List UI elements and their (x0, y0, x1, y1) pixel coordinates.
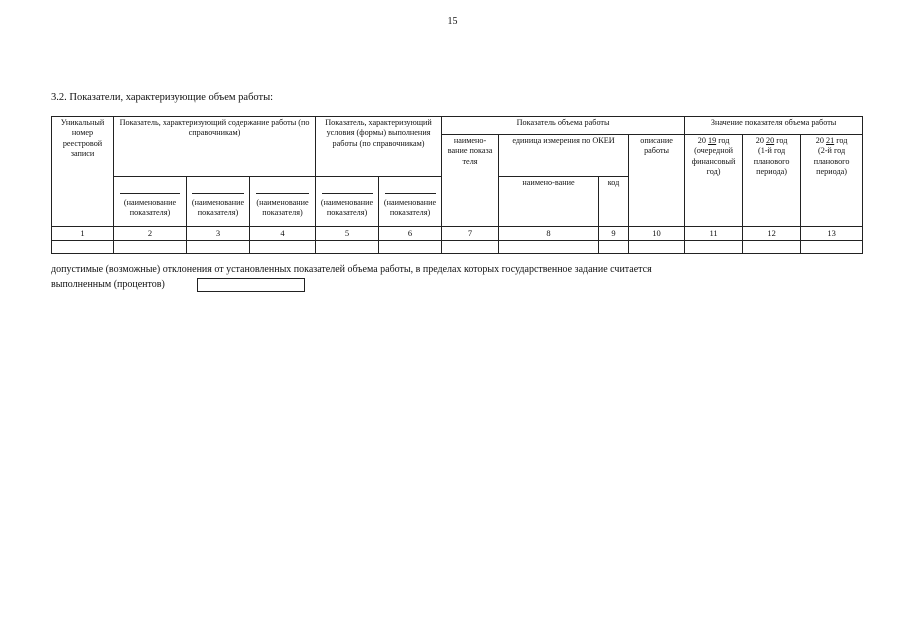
header-conditions-indicator: Показатель, характеризующий условия (формы) выполнения работы (по справочникам) (316, 117, 442, 177)
col-num-8: 8 (499, 227, 599, 241)
fill-line (385, 192, 436, 194)
fill-line (192, 192, 243, 194)
col-num-5: 5 (316, 227, 379, 241)
deviation-text-line1: допустимые (возможные) отклонения от установленных показателей объема работы, в пределах которых государственное задание считается (51, 264, 652, 275)
fill-line (120, 192, 180, 194)
col-num-4: 4 (250, 227, 316, 241)
year3-value: 21 (825, 136, 835, 145)
data-cell-5[interactable] (316, 240, 379, 253)
fill-line (322, 192, 373, 194)
col-num-7: 7 (442, 227, 499, 241)
column-number-row (52, 227, 863, 241)
subheader-text: (наименование показателя) (320, 197, 374, 217)
year2-value: 20 (765, 136, 775, 145)
subheader-condition-2 (379, 177, 442, 227)
year2-prefix: 20 (755, 136, 764, 145)
subheader-text: (наименование показателя) (256, 197, 309, 217)
year2-note: (1-й год планового периода) (753, 146, 790, 176)
subheader-text: (наименование показателя) (383, 197, 437, 217)
data-cell-3[interactable] (187, 240, 250, 253)
data-cell-4[interactable] (250, 240, 316, 253)
header-year-3 (801, 135, 863, 227)
data-cell-12[interactable] (743, 240, 801, 253)
col-num-9: 9 (599, 227, 629, 241)
year1-prefix: 20 (697, 136, 706, 145)
col-num-10: 10 (629, 227, 685, 241)
fill-line (256, 192, 310, 194)
work-volume-table (51, 116, 863, 254)
data-cell-8[interactable] (499, 240, 599, 253)
year3-suffix: год (836, 136, 848, 145)
year2-suffix: год (776, 136, 788, 145)
deviation-block (51, 262, 881, 292)
header-year-2 (743, 135, 801, 227)
col-num-2: 2 (114, 227, 187, 241)
header-unit-code: код (599, 177, 629, 227)
data-cell-11[interactable] (685, 240, 743, 253)
header-unit-okei: единица измерения по ОКЕИ (499, 135, 629, 177)
subheader-content-2 (187, 177, 250, 227)
deviation-text-line2: выполненным (процентов) (51, 279, 165, 290)
col-num-13: 13 (801, 227, 863, 241)
subheader-text: (наименование показателя) (123, 197, 177, 217)
page-number: 15 (447, 16, 458, 27)
section-title: 3.2. Показатели, характеризующие объем работы: (51, 92, 274, 103)
subheader-content-1 (114, 177, 187, 227)
header-work-description: описание работы (629, 135, 685, 227)
header-content-indicator: Показатель, характеризующий содержание работы (по справочникам) (114, 117, 316, 177)
col-num-11: 11 (685, 227, 743, 241)
subheader-text: (наименование показателя) (191, 197, 245, 217)
year3-note: (2-й год планового периода) (813, 146, 850, 176)
col-num-3: 3 (187, 227, 250, 241)
data-cell-13[interactable] (801, 240, 863, 253)
header-year-1 (685, 135, 743, 227)
subheader-condition-1 (316, 177, 379, 227)
data-cell-6[interactable] (379, 240, 442, 253)
data-cell-1[interactable] (52, 240, 114, 253)
col-num-12: 12 (743, 227, 801, 241)
deviation-percent-box[interactable] (197, 278, 305, 292)
data-cell-10[interactable] (629, 240, 685, 253)
data-cell-2[interactable] (114, 240, 187, 253)
deviation-line2 (51, 277, 881, 292)
header-registry-number: Уникальный номер реестровой записи (52, 117, 114, 227)
header-volume-indicator: Показатель объема работы (442, 117, 685, 135)
year1-value: 19 (707, 136, 717, 145)
header-volume-value: Значение показателя объема работы (685, 117, 863, 135)
header-indicator-name: наимено-вание показа теля (442, 135, 499, 227)
data-cell-9[interactable] (599, 240, 629, 253)
year1-suffix: год (718, 136, 730, 145)
year1-note: (очередной финансовый год) (691, 146, 736, 176)
subheader-content-3 (250, 177, 316, 227)
year3-prefix: 20 (815, 136, 824, 145)
table-row (52, 240, 863, 253)
col-num-6: 6 (379, 227, 442, 241)
data-cell-7[interactable] (442, 240, 499, 253)
header-unit-name: наимено-вание (499, 177, 599, 227)
col-num-1: 1 (52, 227, 114, 241)
